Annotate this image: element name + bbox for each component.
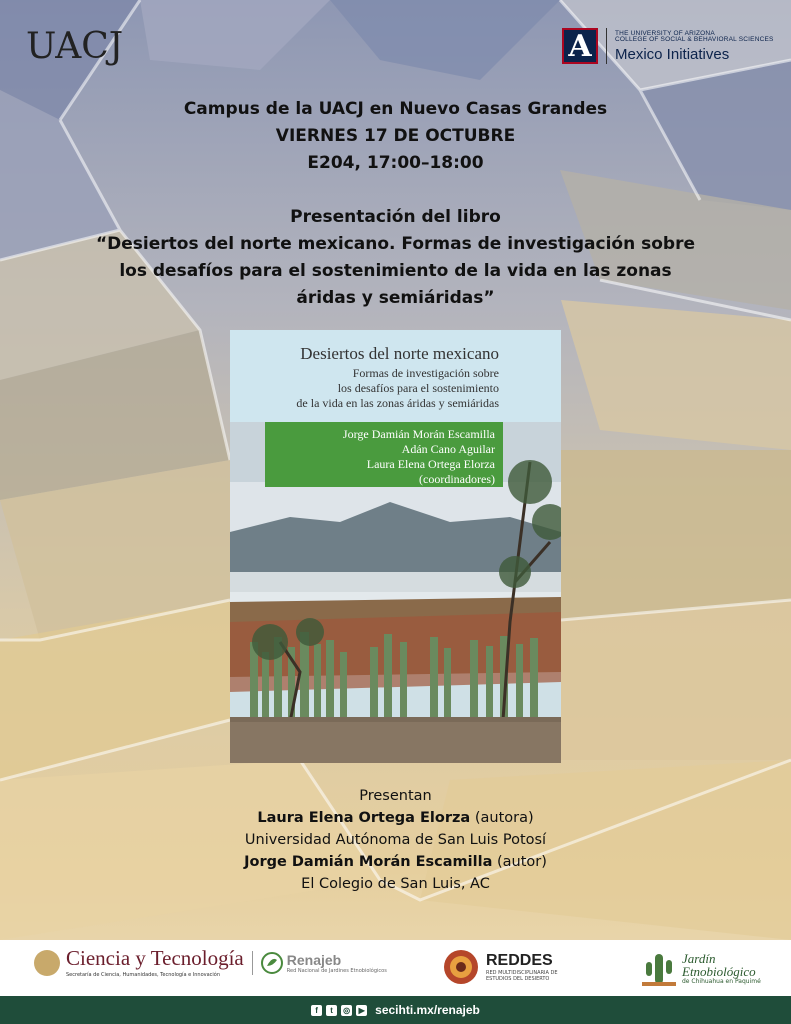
cover-role: (coordinadores): [419, 472, 495, 486]
renajeb-leaf-icon: [261, 952, 283, 974]
book-intro: Presentación del libro: [290, 207, 501, 227]
sponsor-divider: [252, 951, 253, 975]
book-cover: [230, 330, 561, 763]
presenter-1-name: Laura Elena Ortega Elorza: [257, 810, 471, 826]
footer-url[interactable]: secihti.mx/renajeb: [375, 1003, 480, 1017]
event-location: Campus de la UACJ en Nuevo Casas Grandes: [183, 99, 608, 119]
presenter-1-institution: Universidad Autónoma de San Luis Potosí: [244, 832, 547, 848]
ua-logo-mark: A: [562, 28, 598, 64]
cover-title-main: Desiertos del norte mexicano: [300, 344, 499, 363]
seal-icon: [34, 950, 60, 976]
event-date: VIERNES 17 DE OCTUBRE: [275, 126, 516, 146]
cover-subtitle-line1: Formas de investigación sobre: [352, 366, 499, 380]
ua-logo-text: [615, 31, 774, 62]
cover-authors-box: [265, 422, 503, 487]
presenters-heading: Presentan: [359, 788, 432, 804]
presenter-2: [0, 851, 791, 873]
book-title-line3: áridas y semiáridas”: [296, 288, 495, 308]
presenters: [0, 785, 791, 895]
book-info: [90, 204, 701, 312]
cover-author1: Jorge Damián Morán Escamilla: [342, 427, 495, 441]
book-title-line1: “Desiertos del norte mexicano. Formas de investigación sobre: [95, 234, 695, 254]
instagram-icon[interactable]: ◎: [341, 1005, 352, 1016]
jardin-name-line1: Jardín: [682, 950, 716, 966]
cover-title-area: [230, 330, 561, 422]
presenter-1-role: (autora): [470, 810, 534, 826]
reddes-subtitle: RED MULTIDISCIPLINARIA DE ESTUDIOS DEL DESIERTO: [486, 970, 558, 982]
ciencia-tecnologia-logo: [34, 948, 387, 978]
uacj-logo: UACJ: [26, 26, 124, 67]
presenter-1: [0, 807, 791, 829]
university-of-arizona-logo: [562, 28, 774, 64]
cover-title: [296, 344, 499, 411]
footer-bar: [0, 996, 791, 1024]
cactus-icon: [640, 948, 678, 988]
twitter-icon[interactable]: t: [326, 1005, 337, 1016]
ua-big-line: Mexico Initiatives: [615, 45, 730, 63]
facebook-icon[interactable]: f: [311, 1005, 322, 1016]
logo-divider: [606, 28, 607, 64]
event-info: [0, 96, 791, 177]
cover-author3: Laura Elena Ortega Elorza: [366, 457, 495, 471]
jardin-etnobiologico-logo: [640, 948, 761, 988]
event-room-time: E204, 17:00–18:00: [307, 153, 484, 173]
ua-small-line1: THE UNIVERSITY OF ARIZONA: [615, 29, 715, 37]
reddes-emblem-icon: [442, 948, 480, 986]
renajeb-subtitle: Red Nacional de Jardines Etnobiológicos: [286, 968, 387, 974]
renajeb-name: Renajeb: [286, 952, 342, 968]
ua-small-line2: COLLEGE OF SOCIAL & BEHAVIORAL SCIENCES: [615, 36, 774, 43]
presenter-2-institution: El Colegio de San Luis, AC: [301, 876, 490, 892]
jardin-name-line2: Etnobiológico: [682, 963, 756, 979]
reddes-name: REDDES: [486, 952, 553, 969]
reddes-logo: [442, 948, 566, 986]
cover-subtitle-line3: de la vida en las zonas áridas y semiáridas: [296, 396, 499, 410]
cover-subtitle-line2: los desafíos para el sostenimiento: [337, 381, 499, 395]
book-title-line2: los desafíos para el sostenimiento de la vida en las zonas: [119, 261, 672, 281]
jardin-subtitle: de Chihuahua en Paquimé: [682, 977, 761, 985]
presenter-2-role: (autor): [492, 854, 547, 870]
youtube-icon[interactable]: ▶: [356, 1005, 367, 1016]
ct-title: Ciencia y Tecnología: [66, 946, 244, 970]
presenter-2-name: Jorge Damián Morán Escamilla: [244, 854, 493, 870]
cover-author2: Adán Cano Aguilar: [401, 442, 495, 456]
ct-subtitle: Secretaría de Ciencia, Humanidades, Tecnología e Innovación: [66, 972, 221, 978]
